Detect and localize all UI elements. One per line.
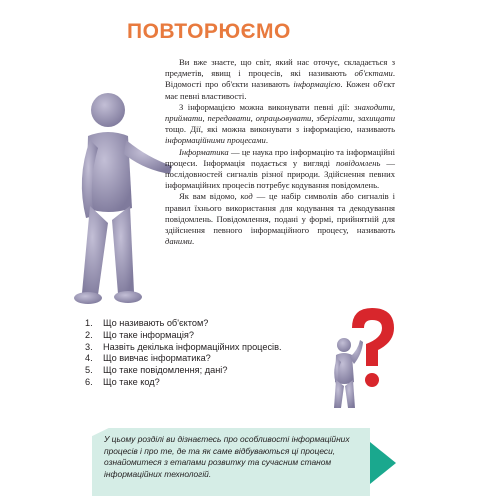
page-heading: ПОВТОРЮЄМО [127, 20, 291, 43]
list-item: 2. Що таке інформація? [85, 329, 194, 340]
paragraph-informatics: Інформатика — це наука про інформацію та інформаційні процеси. Інформація подається у вигляді повідомлень — послідовностей сигналів різної природи. Здійснення певних інформаційних процесів потребує кодування повідомлень. [165, 146, 395, 191]
chapter-intro-text: У цьому розділі ви дізнаєтесь про особливості інформаційних процесів і про те, де та як саме відбуваються ці процеси, ознайомитеся з етапами розвитку та сучасним станом інформаційних технологій. [104, 434, 350, 479]
person-with-question-mark-figure [322, 300, 402, 415]
question-list [85, 318, 282, 389]
paragraph-code: Як вам відомо, код — це набір символів або сигналів і правил їхнього використання для кодування та декодування повідомлень. Повідомлення, подані у формі, прийнятній для здійснення певного інформаційного процесу, називають даними. [165, 191, 395, 247]
list-item: 1. Що називають об'єктом? [85, 318, 209, 328]
paragraph-objects: Ви вже знаєте, що світ, який нас оточує, складається з предметів, явищ і процесів, які називають об'єктами. Відомості про об'єкти називають інформацією. Кожен об'єкт має певні властивості. [165, 57, 395, 101]
list-item: 3. Назвіть декілька інформаційних процесів. [85, 341, 282, 352]
gesturing-person-figure [68, 88, 178, 318]
list-item: 6. Що таке код? [85, 376, 160, 387]
list-item: 4. Що вивчає інформатика? [85, 353, 211, 364]
arrow-right-icon [370, 442, 396, 484]
body-text [165, 57, 395, 247]
paragraph-processes: З інформацією можна виконувати певні дії: знаходити, приймати, передавати, опрацьовувати, зберігати, захищати тощо. Дії, які можна виконувати з інформацією, називають інформаційними процесами. [165, 101, 395, 146]
list-item: 5. Що таке повідомлення; дані? [85, 365, 228, 376]
